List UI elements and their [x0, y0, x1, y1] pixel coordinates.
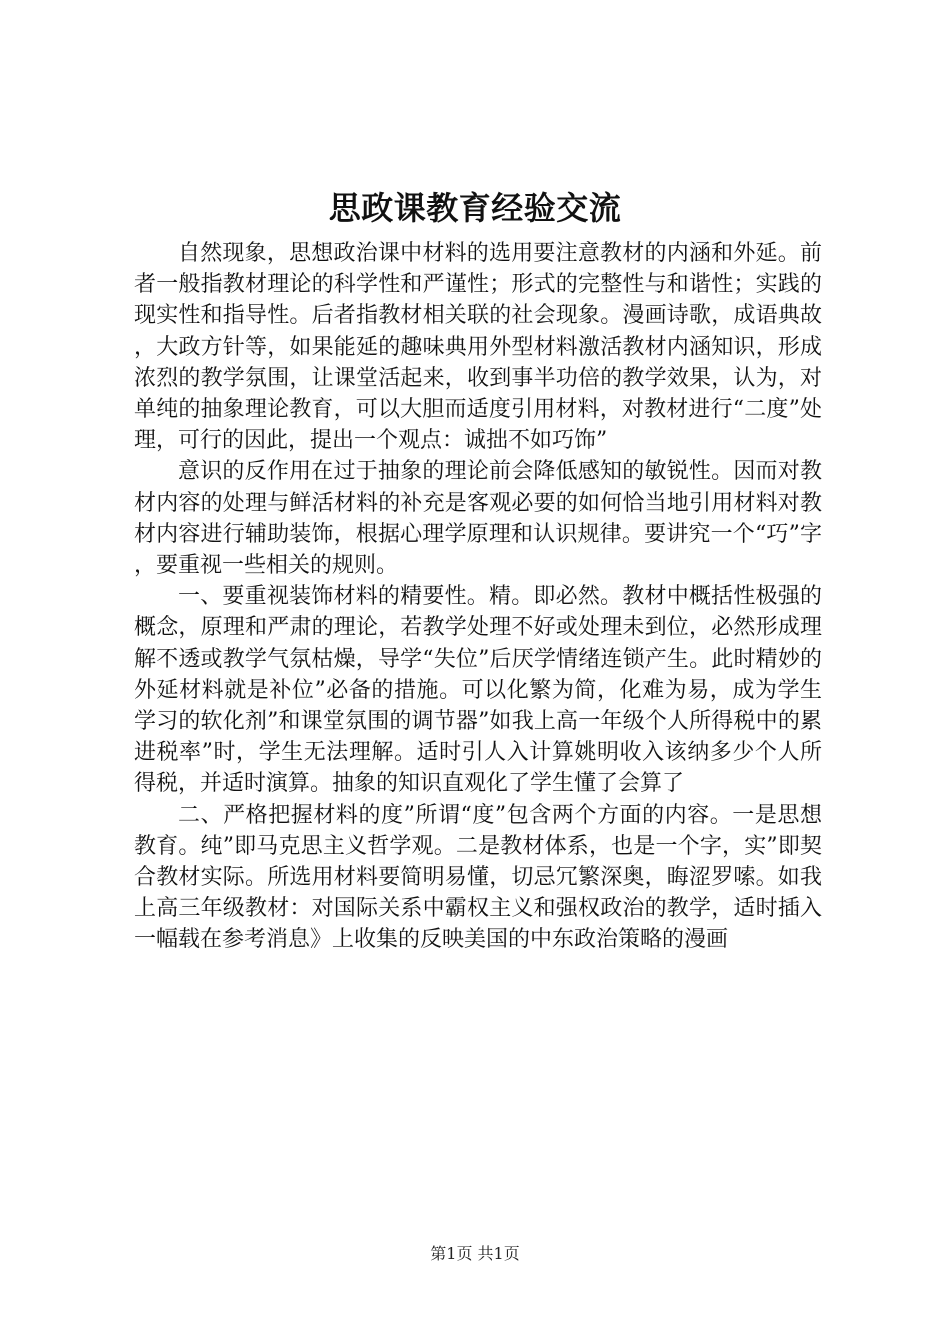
document-title: 思政课教育经验交流: [328, 189, 622, 227]
page-number-footer: 第1页 共1页: [430, 1244, 520, 1263]
paragraph-2: 意识的反作用在过于抽象的理论前会降低感知的敏锐性。因而对教材内容的处理与鲜活材料的补充是客观必要的如何恰当地引用材料对教材内容进行辅助装饰，根据心理学原理和认识规律。要讲究一个“巧”字，要重视一些相关的规则。: [134, 459, 822, 579]
paragraph-1: 自然现象，思想政治课中材料的选用要注意教材的内涵和外延。前者一般指教材理论的科学性和严谨性；形式的完整性与和谐性；实践的现实性和指导性。后者指教材相关联的社会现象。漫画诗歌，成语典故，大政方针等，如果能延的趣味典用外型材料激活教材内涵知识，形成浓烈的教学氛围，让课堂活起来，收到事半功倍的教学效果，认为，对单纯的抽象理论教育，可以大胆而适度引用材料，对教材进行“二度”处理，可行的因此，提出一个观点：诚拙不如巧饰”: [134, 241, 822, 454]
paragraph-3: 一、要重视装饰材料的精要性。精。即必然。教材中概括性极强的概念，原理和严肃的理论，若教学处理不好或处理未到位，必然形成理解不透或教学气氛枯燥，导学“失位”后厌学情绪连锁产生。此时精妙的外延材料就是补位”必备的措施。可以化繁为简，化难为易，成为学生学习的软化剂”和课堂氛围的调节器”如我上高一年级个人所得税中的累进税率”时，学生无法理解。适时引人入计算姚明收入该纳多少个人所得税，并适时演算。抽象的知识直观化了学生懂了会算了: [134, 584, 822, 797]
paragraph-4: 二、严格把握材料的度”所谓“度”包含两个方面的内容。一是思想教育。纯”即马克思主义哲学观。二是教材体系，也是一个字，实”即契合教材实际。所选用材料要简明易懂，切忌冗繁深奥，晦涩罗嗦。如我上高三年级教材：对国际关系中霸权主义和强权政治的教学，适时插入一幅载在参考消息》上收集的反映美国的中东政治策略的漫画: [134, 802, 822, 953]
document-body: [134, 238, 822, 956]
